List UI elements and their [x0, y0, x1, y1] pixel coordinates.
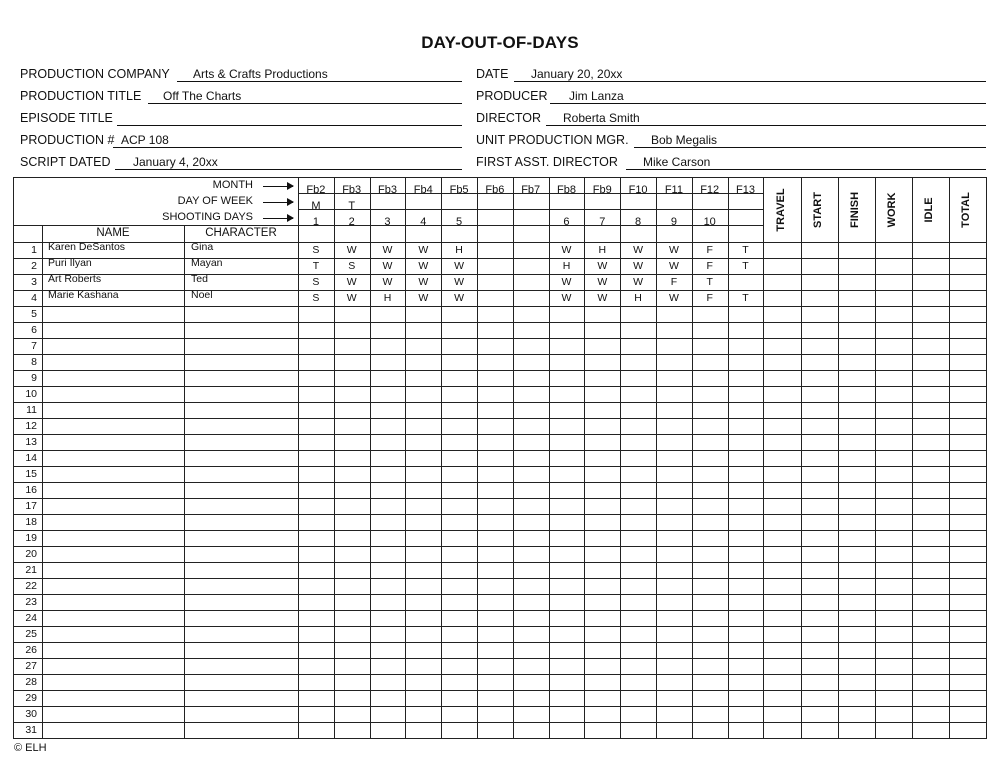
summary-header-idle: IDLE	[923, 196, 936, 223]
day-of-week-label	[692, 198, 728, 209]
producer-field[interactable]	[476, 89, 986, 107]
cast-name-cell: Puri Ilyan	[48, 257, 92, 269]
day-of-week-label	[513, 198, 549, 209]
day-out-of-days-grid	[13, 177, 986, 738]
day-of-week-label	[477, 198, 513, 209]
day-status-cell: W	[382, 260, 393, 272]
producer-value: Jim Lanza	[569, 89, 624, 103]
row-divider	[13, 610, 986, 611]
day-status-cell: F	[706, 260, 713, 272]
shooting-day-label: 7	[599, 216, 606, 225]
character-cell: Noel	[191, 289, 213, 301]
episode-title-label: EPISODE TITLE	[20, 111, 113, 125]
row-number: 9	[31, 372, 37, 384]
day-month-label: Fb4	[413, 184, 433, 193]
day-status-cell: H	[634, 292, 642, 304]
date-field[interactable]	[476, 67, 986, 85]
grid-right-border	[986, 177, 987, 738]
production-number-value: ACP 108	[121, 133, 169, 147]
day-month-label: Fb3	[342, 184, 362, 193]
shooting-day-label: 2	[348, 216, 355, 225]
row-number: 3	[31, 276, 37, 288]
row-divider	[13, 274, 986, 275]
day-status-cell: W	[346, 292, 357, 304]
shooting-day-label: 10	[703, 216, 716, 225]
summary-header-travel: TRAVEL	[774, 187, 787, 232]
day-header-divider	[298, 209, 763, 210]
day-status-cell: W	[346, 276, 357, 288]
day-status-cell: T	[742, 292, 749, 304]
row-divider	[13, 354, 986, 355]
summary-col-divider	[949, 177, 950, 738]
shooting-day-label: 1	[312, 216, 319, 225]
day-status-cell: W	[633, 260, 644, 272]
cast-name-cell: Karen DeSantos	[48, 241, 126, 253]
production-title-field[interactable]	[20, 89, 462, 107]
day-of-week-label: M	[311, 200, 321, 209]
director-value: Roberta Smith	[563, 111, 640, 125]
first-asst-director-value: Mike Carson	[643, 155, 711, 169]
day-of-week-row-label: DAY OF WEEK	[177, 195, 253, 207]
row-number: 10	[25, 388, 37, 400]
day-status-cell: S	[312, 292, 320, 304]
day-of-week-label	[656, 198, 692, 209]
arrow-icon	[263, 218, 293, 219]
director-label: DIRECTOR	[476, 111, 542, 125]
row-number: 7	[31, 340, 37, 352]
day-status-cell: W	[454, 260, 465, 272]
day-of-week-label	[584, 198, 620, 209]
row-divider	[13, 402, 986, 403]
day-status-cell: W	[561, 244, 572, 256]
row-number: 27	[25, 660, 37, 672]
row-number: 12	[25, 420, 37, 432]
day-month-label: Fb5	[449, 184, 469, 193]
day-status-cell: W	[454, 276, 465, 288]
day-status-cell: W	[561, 276, 572, 288]
script-dated-value: January 4, 20xx	[133, 155, 218, 169]
summary-col-divider	[912, 177, 913, 738]
day-status-cell: H	[562, 260, 571, 272]
row-number: 2	[31, 260, 37, 272]
day-header-divider	[298, 193, 763, 194]
row-divider	[13, 690, 986, 691]
production-number-field[interactable]	[20, 133, 462, 151]
day-col-divider	[477, 177, 478, 738]
row-divider	[13, 530, 986, 531]
shooting-day-label	[477, 214, 513, 225]
script-dated-label: SCRIPT DATED	[20, 155, 111, 169]
day-status-cell: T	[312, 260, 320, 272]
arrow-icon	[263, 202, 293, 203]
date-label: DATE	[476, 67, 509, 81]
day-of-week-label	[370, 198, 406, 209]
row-divider	[13, 658, 986, 659]
production-company-value: Arts & Crafts Productions	[193, 67, 328, 81]
day-month-label: F11	[664, 184, 683, 193]
day-status-cell: W	[561, 292, 572, 304]
day-status-cell: T	[706, 276, 713, 288]
grid-bottom-border	[13, 738, 987, 739]
character-cell: Ted	[191, 273, 208, 285]
row-number: 11	[26, 404, 37, 416]
day-status-cell: T	[742, 244, 749, 256]
day-month-label: Fb3	[378, 184, 397, 193]
row-divider	[13, 674, 986, 675]
day-status-cell: W	[346, 244, 357, 256]
row-number: 6	[31, 324, 37, 336]
row-divider	[13, 258, 986, 259]
row-number: 16	[25, 484, 37, 496]
summary-col-divider	[801, 177, 802, 738]
first-asst-director-label: FIRST ASST. DIRECTOR	[476, 155, 618, 169]
summary-col-divider	[875, 177, 876, 738]
day-status-cell: W	[418, 276, 429, 288]
day-status-cell: W	[597, 260, 608, 272]
row-divider	[13, 498, 986, 499]
day-of-week-label	[441, 198, 477, 209]
shooting-day-label: 5	[456, 216, 463, 225]
production-title-value: Off The Charts	[163, 89, 242, 103]
day-col-divider	[513, 177, 514, 738]
summary-header-work: WORK	[886, 192, 899, 227]
row-divider	[13, 514, 986, 515]
row-divider	[13, 466, 986, 467]
day-status-cell: W	[633, 244, 644, 256]
day-status-cell: W	[382, 276, 393, 288]
day-status-cell: W	[633, 276, 644, 288]
name-column-header: NAME	[96, 227, 130, 239]
day-month-label: Fb7	[521, 184, 541, 193]
production-title-label: PRODUCTION TITLE	[20, 89, 142, 103]
day-status-cell: T	[742, 260, 749, 272]
row-number: 14	[25, 452, 37, 464]
day-of-week-label	[728, 198, 764, 209]
row-number: 30	[25, 708, 37, 720]
script-dated-field[interactable]	[20, 155, 462, 173]
unit-production-mgr-value: Bob Megalis	[651, 133, 718, 147]
day-of-week-label	[620, 198, 656, 209]
row-divider	[13, 370, 986, 371]
day-status-cell: S	[312, 276, 320, 288]
day-month-label: Fb2	[306, 184, 326, 193]
date-value: January 20, 20xx	[531, 67, 623, 81]
arrow-icon	[263, 186, 293, 187]
shooting-day-label: 4	[420, 216, 427, 225]
episode-title-field[interactable]	[20, 111, 462, 129]
day-of-week-label	[549, 198, 585, 209]
day-status-cell: H	[455, 244, 463, 256]
unit-production-mgr-field[interactable]	[476, 133, 986, 151]
row-divider	[13, 546, 986, 547]
day-status-cell: W	[668, 292, 679, 304]
row-number: 17	[25, 500, 37, 512]
day-status-cell: W	[597, 292, 608, 304]
form-title: DAY-OUT-OF-DAYS	[421, 33, 579, 52]
row-divider	[13, 594, 986, 595]
shooting-day-label	[728, 214, 764, 225]
unit-production-mgr-label: UNIT PRODUCTION MGR.	[476, 133, 629, 147]
row-divider	[13, 706, 986, 707]
shooting-day-label	[513, 214, 549, 225]
summary-col-divider	[838, 177, 839, 738]
director-field[interactable]	[476, 111, 986, 129]
header-bottom-line	[13, 242, 986, 243]
summary-header-finish: FINISH	[849, 191, 862, 228]
shooting-day-label: 6	[563, 216, 570, 225]
row-divider	[13, 642, 986, 643]
shooting-day-label: 9	[670, 216, 677, 225]
row-divider	[13, 578, 986, 579]
row-number: 23	[25, 596, 37, 608]
day-status-cell: F	[706, 244, 713, 256]
day-status-cell: W	[668, 260, 679, 272]
row-divider	[13, 322, 986, 323]
row-divider	[13, 722, 986, 723]
row-number: 1	[31, 244, 37, 256]
day-month-label: F10	[628, 184, 648, 193]
row-number: 5	[31, 308, 37, 320]
day-status-cell: W	[418, 244, 429, 256]
summary-header-start: START	[812, 191, 825, 228]
row-number: 25	[25, 628, 37, 640]
copyright-text: © ELH	[14, 742, 47, 754]
row-number: 4	[31, 292, 37, 304]
cast-name-cell: Art Roberts	[48, 273, 102, 285]
day-status-cell: W	[454, 292, 465, 304]
row-divider	[13, 386, 986, 387]
day-header-divider	[298, 225, 763, 226]
character-cell: Gina	[191, 241, 214, 253]
day-month-label: Fb6	[485, 184, 505, 193]
row-number: 22	[25, 580, 37, 592]
first-asst-director-field[interactable]	[476, 155, 986, 173]
row-divider	[13, 450, 986, 451]
producer-label: PRODUCER	[476, 89, 548, 103]
row-divider	[13, 338, 986, 339]
summary-header-total: TOTAL	[960, 191, 973, 228]
day-status-cell: W	[597, 276, 608, 288]
day-status-cell: W	[418, 260, 429, 272]
day-month-label: Fb9	[592, 184, 612, 193]
production-company-field[interactable]	[20, 67, 462, 85]
day-status-cell: S	[348, 260, 356, 272]
row-divider	[13, 290, 986, 291]
character-cell: Mayan	[191, 257, 223, 269]
num-col-divider	[42, 225, 43, 738]
character-column-header: CHARACTER	[205, 227, 277, 239]
day-col-divider	[763, 177, 764, 738]
day-status-cell: W	[668, 244, 679, 256]
row-divider	[13, 434, 986, 435]
day-status-cell: W	[418, 292, 429, 304]
day-status-cell: S	[312, 244, 320, 256]
day-of-week-label	[405, 198, 441, 209]
cast-name-cell: Marie Kashana	[48, 289, 119, 301]
row-number: 24	[25, 612, 37, 624]
production-company-label: PRODUCTION COMPANY	[20, 67, 170, 81]
row-divider	[13, 306, 986, 307]
grid-top-border	[13, 177, 986, 178]
day-month-label: F13	[736, 184, 755, 193]
day-of-week-label: T	[348, 200, 356, 209]
shooting-day-label: 8	[635, 216, 642, 225]
row-number: 26	[25, 644, 37, 656]
row-number: 13	[25, 436, 37, 448]
shooting-day-label: 3	[384, 216, 391, 225]
row-number: 15	[25, 468, 37, 480]
day-month-label: Fb8	[557, 184, 576, 193]
row-divider	[13, 626, 986, 627]
row-number: 29	[25, 692, 37, 704]
row-number: 21	[25, 564, 37, 576]
production-number-label: PRODUCTION #	[20, 133, 115, 147]
day-status-cell: H	[383, 292, 392, 304]
day-status-cell: F	[670, 276, 678, 288]
row-number: 18	[25, 516, 37, 528]
row-divider	[13, 562, 986, 563]
month-row-label: MONTH	[212, 179, 253, 191]
shooting-days-row-label: SHOOTING DAYS	[162, 211, 253, 223]
row-number: 20	[25, 548, 37, 560]
name-col-divider	[184, 225, 185, 738]
row-number: 31	[25, 724, 37, 736]
row-number: 28	[25, 676, 37, 688]
row-divider	[13, 482, 986, 483]
row-number: 8	[31, 356, 37, 368]
day-status-cell: W	[382, 244, 393, 256]
day-month-label: F12	[700, 184, 720, 193]
day-status-cell: H	[598, 244, 607, 256]
name-header-top-line	[13, 225, 298, 226]
day-status-cell: F	[706, 292, 713, 304]
row-divider	[13, 418, 986, 419]
row-number: 19	[25, 532, 37, 544]
